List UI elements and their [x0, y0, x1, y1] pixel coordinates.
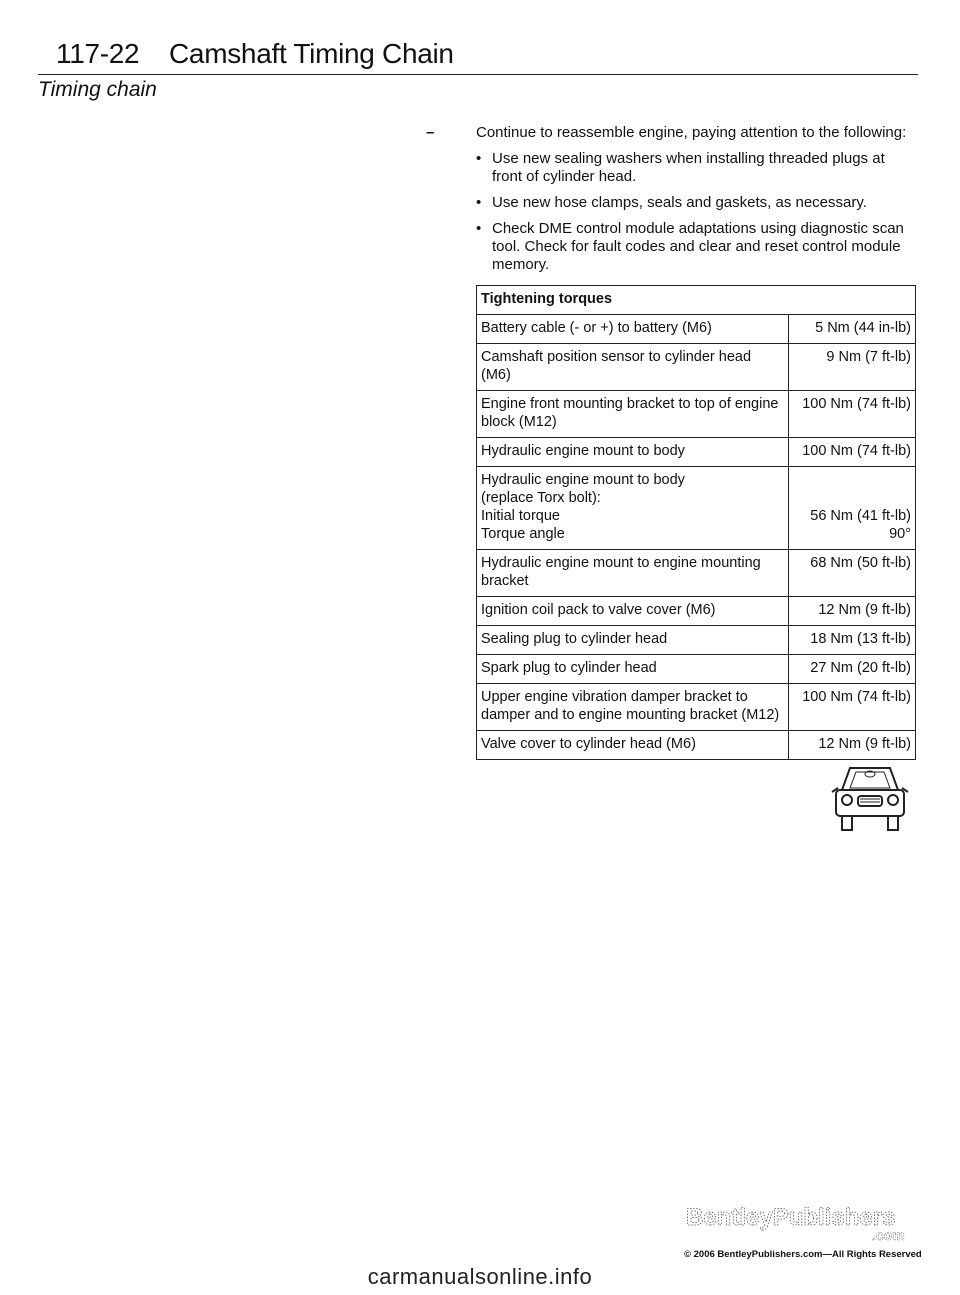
torque-value: 100 Nm (74 ft-lb)	[789, 391, 916, 438]
bullet-item: • Use new hose clamps, seals and gaskets, as necessary.	[476, 194, 916, 212]
table-row	[477, 344, 916, 391]
table-row	[477, 391, 916, 438]
bullet-item: • Check DME control module adaptations using diagnostic scan tool. Check for fault codes and clear and reset control module memory.	[476, 220, 916, 274]
torque-item: Engine front mounting bracket to top of engine block (M12)	[477, 391, 789, 438]
torque-item: Camshaft position sensor to cylinder head (M6)	[477, 344, 789, 391]
torque-item: Spark plug to cylinder head	[477, 655, 789, 684]
table-row	[477, 315, 916, 344]
table-row	[477, 438, 916, 467]
torque-value: 90°	[889, 526, 911, 542]
svg-text:BentleyPublishers: BentleyPublishers	[686, 1204, 896, 1231]
table-row	[477, 550, 916, 597]
spacer	[793, 471, 911, 507]
torque-value: 18 Nm (13 ft-lb)	[789, 626, 916, 655]
torque-value: 27 Nm (20 ft-lb)	[789, 655, 916, 684]
table-title: Tightening torques	[477, 286, 916, 315]
section-title: Timing chain	[38, 78, 157, 101]
table-row	[477, 626, 916, 655]
watermark: carmanualsonline.info	[367, 1264, 593, 1289]
torque-item-line: Initial torque	[481, 508, 560, 524]
torque-item-line: Torque angle	[481, 526, 565, 542]
torque-item-line: Hydraulic engine mount to body	[481, 472, 685, 488]
mini-car-front-icon	[830, 762, 910, 834]
torque-item-line: (replace Torx bolt):	[481, 490, 601, 506]
torque-value: 9 Nm (7 ft-lb)	[789, 344, 916, 391]
torque-item: Battery cable (- or +) to battery (M6)	[477, 315, 789, 344]
torque-item-multiline	[477, 467, 789, 550]
torque-value-multiline	[789, 467, 916, 550]
table-row	[477, 467, 916, 550]
table-row	[477, 597, 916, 626]
step-lead-text: Continue to reassemble engine, paying attention to the following:	[476, 124, 907, 141]
table-row	[477, 684, 916, 731]
torque-value: 100 Nm (74 ft-lb)	[789, 438, 916, 467]
torque-item: Valve cover to cylinder head (M6)	[477, 731, 789, 760]
torque-item: Upper engine vibration damper bracket to damper and to engine mounting bracket (M12)	[477, 684, 789, 731]
torque-value: 68 Nm (50 ft-lb)	[789, 550, 916, 597]
torque-item: Ignition coil pack to valve cover (M6)	[477, 597, 789, 626]
table-row	[477, 731, 916, 760]
page-number: 117-22	[56, 38, 140, 69]
torque-value: 5 Nm (44 in-lb)	[789, 315, 916, 344]
torque-value: 100 Nm (74 ft-lb)	[789, 684, 916, 731]
tightening-torques-table	[476, 285, 916, 760]
torque-value: 12 Nm (9 ft-lb)	[789, 731, 916, 760]
bentley-publishers-logo	[684, 1203, 916, 1243]
torque-item: Hydraulic engine mount to engine mounting bracket	[477, 550, 789, 597]
svg-text:.com: .com	[872, 1227, 905, 1243]
bullet-item: • Use new sealing washers when installing threaded plugs at front of cylinder head.	[476, 150, 916, 186]
page-header	[38, 34, 918, 75]
table-header-row	[477, 286, 916, 315]
torque-item: Hydraulic engine mount to body	[477, 438, 789, 467]
torque-value: 12 Nm (9 ft-lb)	[789, 597, 916, 626]
torque-value: 56 Nm (41 ft-lb)	[810, 508, 911, 524]
step-bullet-list	[476, 150, 916, 282]
chapter-title: Camshaft Timing Chain	[169, 38, 454, 69]
table-row	[477, 655, 916, 684]
copyright-notice: © 2006 BentleyPublishers.com—All Rights Reserved	[684, 1249, 922, 1260]
torque-item: Sealing plug to cylinder head	[477, 626, 789, 655]
step-dash: –	[426, 124, 435, 141]
